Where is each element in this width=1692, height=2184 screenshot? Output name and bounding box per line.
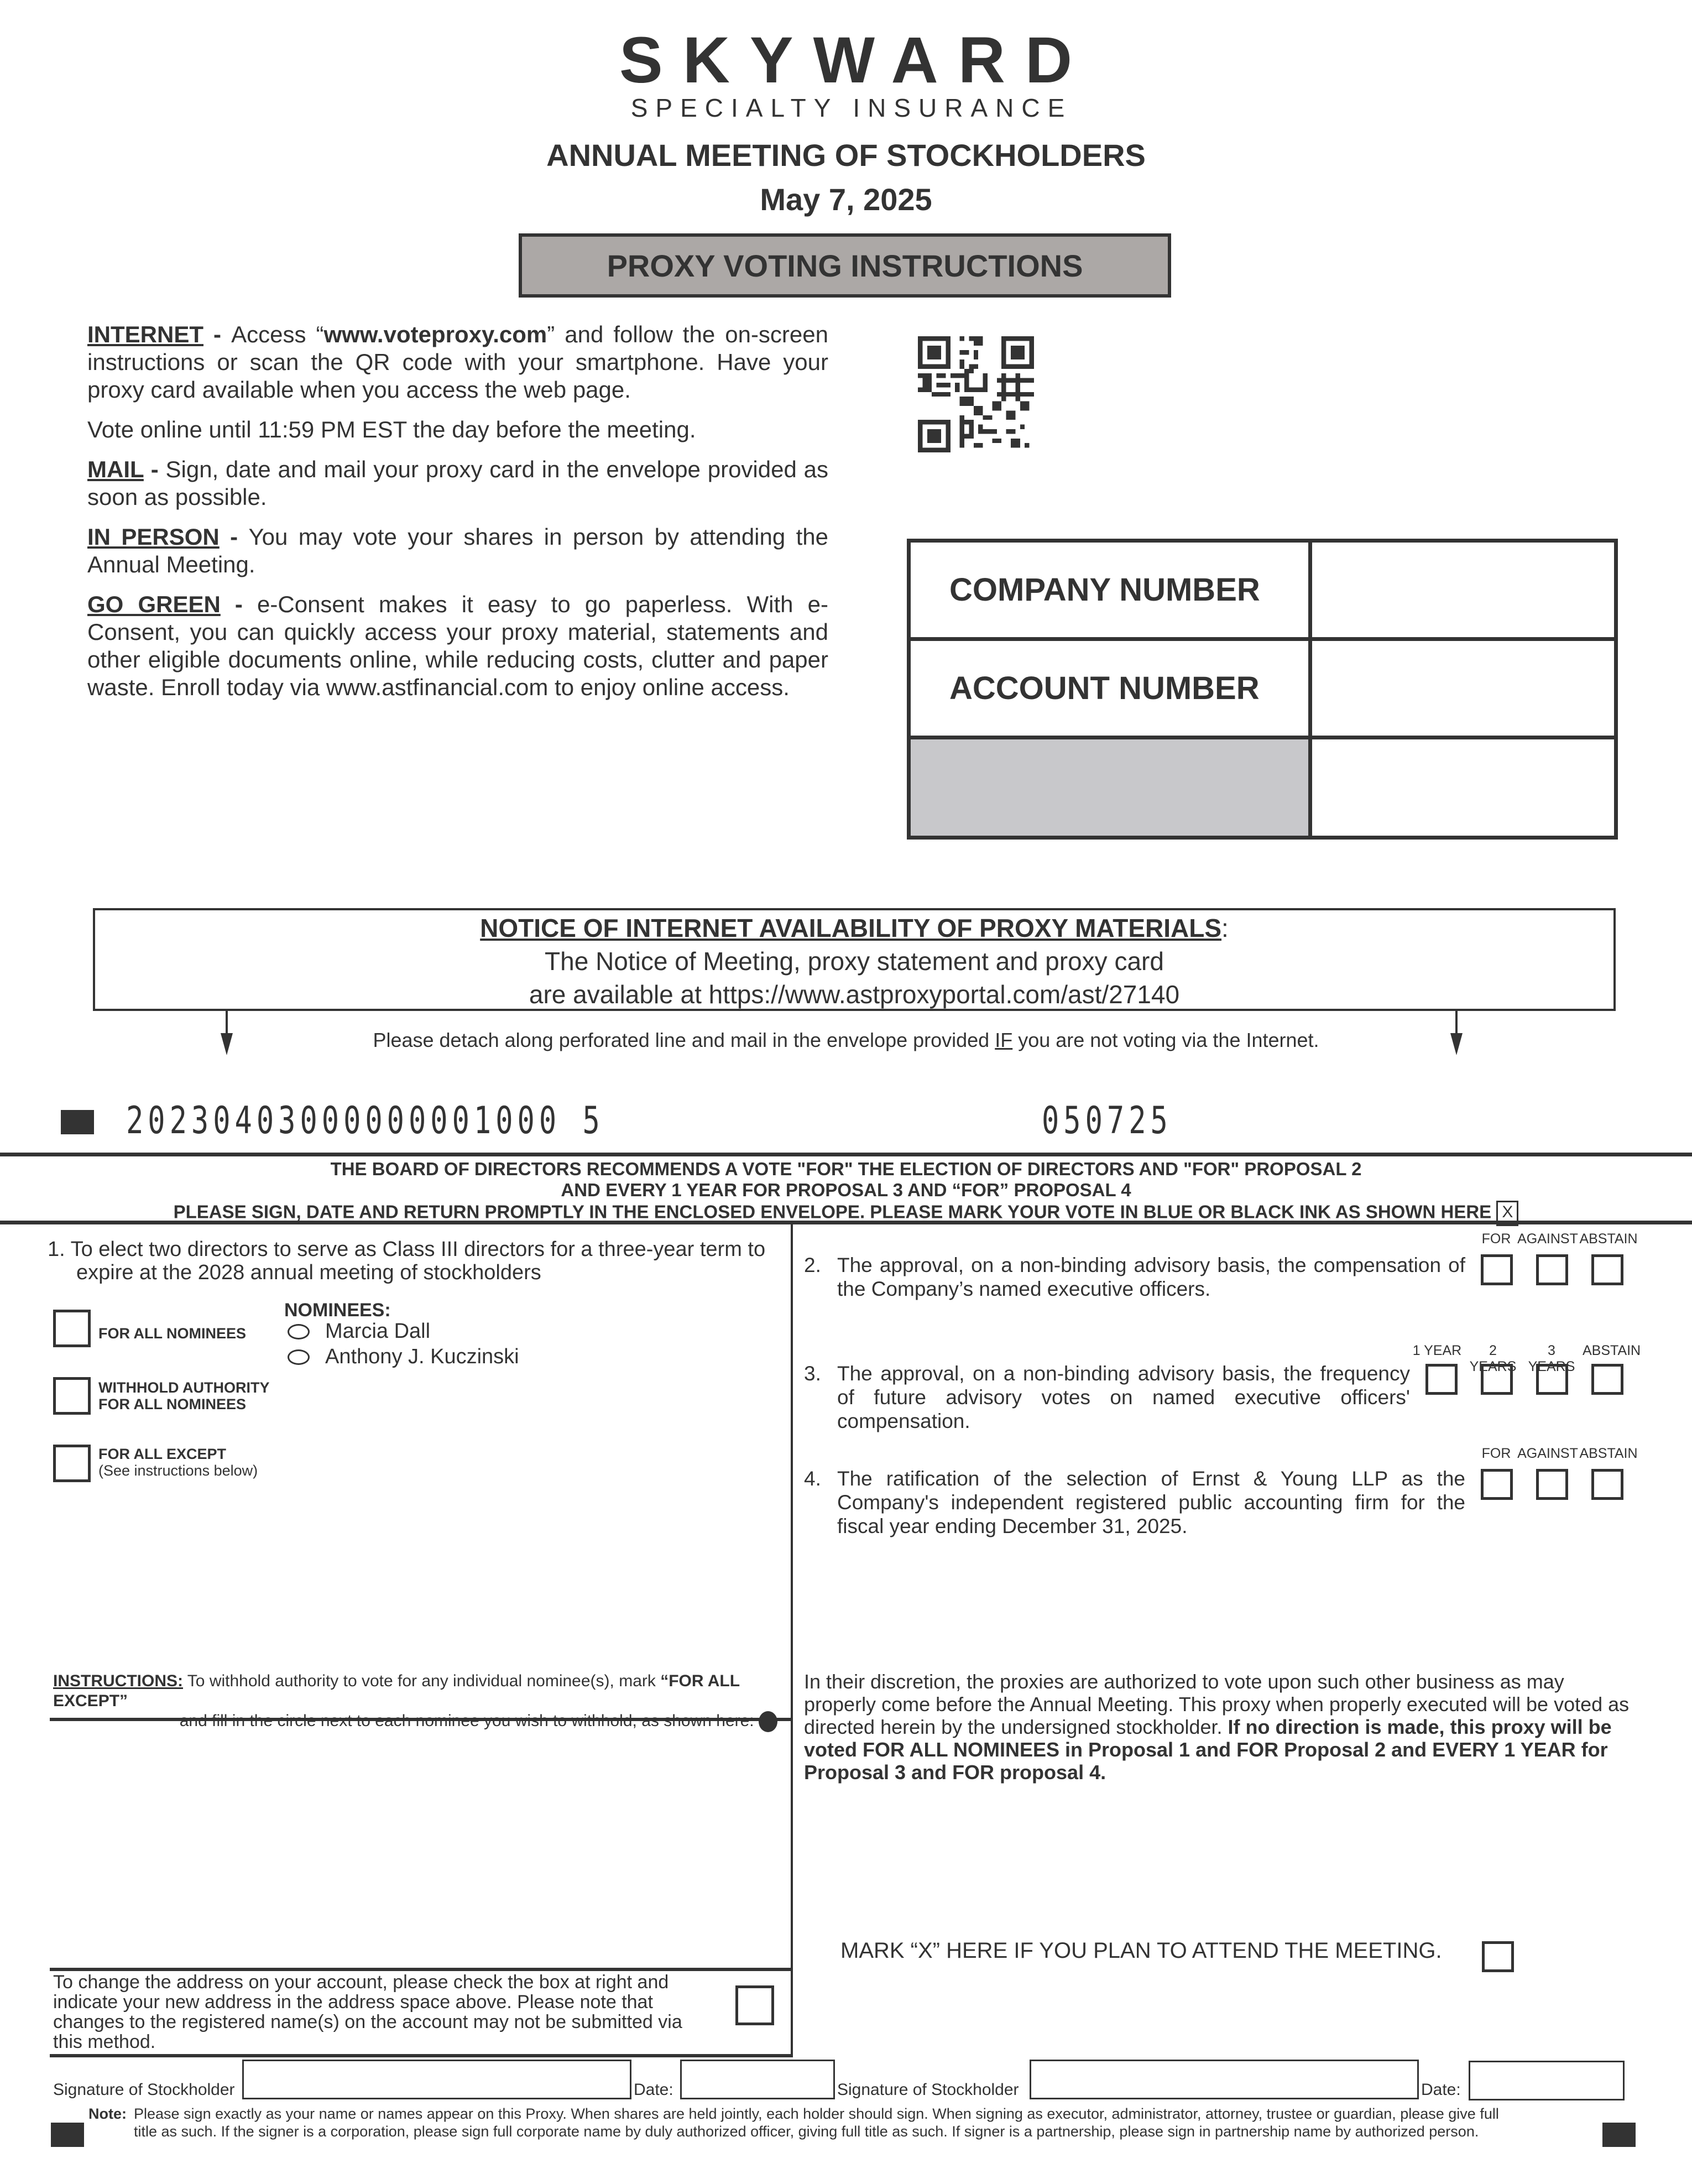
board-line2: AND EVERY 1 YEAR FOR PROPOSAL 3 AND “FOR” PROPOSAL 4 [561, 1180, 1131, 1200]
proposal-4 [804, 1467, 1465, 1538]
detach-pre: Please detach along perforated line and mail in the envelope provided [373, 1029, 995, 1051]
in-person-text: You may vote your shares in person by attending the Annual Meeting. [87, 524, 828, 577]
filled-circle-icon [759, 1711, 777, 1732]
address-bottom-divider [50, 2054, 793, 2057]
proposal-1-line1: 1. To elect two directors to serve as Class III directors for a three-year term to [48, 1238, 766, 1261]
account-number-value [1312, 641, 1614, 736]
instructions-bold: “FOR ALL EXCEPT” [53, 1672, 740, 1710]
instructions-divider [50, 1718, 791, 1721]
notice-line1: The Notice of Meeting, proxy statement and proxy card [545, 947, 1164, 976]
go-green-method [87, 591, 828, 701]
detach-emph: IF [995, 1029, 1013, 1051]
company-number-label: COMPANY NUMBER [911, 543, 1312, 637]
proposal-4-number: 4. [804, 1467, 821, 1490]
withhold-label-line2: FOR ALL NOMINEES [98, 1396, 247, 1412]
discretion-normal: In their discretion, the proxies are authorized to vote upon such other business as may properly come before the Annual Meeting. This proxy when properly executed will be voted as directed herein by the undersigned stockholder. [804, 1670, 1630, 1738]
in-person-heading: IN PERSON [87, 524, 220, 550]
note-line2: title as such. If the signer is a corporation, please sign full corporate name by duly authorized officer, giving full title as such. If signer is a partnership, please sign in partnership name by authorized person. [134, 2123, 1479, 2140]
date-label-1: Date: [634, 2081, 673, 2099]
col-for: FOR [1481, 1231, 1511, 1247]
third-value [1312, 739, 1614, 836]
nominee-name: Marcia Dall [325, 1320, 431, 1343]
for-all-except-checkbox[interactable] [53, 1445, 91, 1482]
mail-method [87, 456, 828, 511]
nominee-circle[interactable] [288, 1324, 310, 1339]
company-logo-subtitle: SPECIALTY INSURANCE [630, 93, 1073, 122]
proposal-3-number: 3. [804, 1362, 821, 1385]
proposal-3-1-year-checkbox[interactable] [1425, 1364, 1458, 1395]
internet-availability-notice [93, 908, 1616, 1011]
col-against: AGAINST [1517, 1231, 1578, 1247]
proposal-3-3-years-checkbox[interactable] [1536, 1364, 1568, 1395]
mail-heading: MAIL [87, 456, 144, 482]
qr-code-icon[interactable] [918, 336, 1034, 452]
address-change-text: To change the address on your account, please check the box at right and indicate your new address in the address space above. Please note that changes to the registered name(s) on the account may not be submitted via this method. [53, 1972, 682, 2052]
notice-colon: : [1221, 914, 1229, 942]
nominees-heading: NOMINEES: [284, 1300, 391, 1321]
proxy-voting-instructions-heading [519, 233, 1171, 298]
note-label: Note: [88, 2105, 127, 2122]
address-divider [50, 1968, 791, 1971]
go-green-text: e-Consent makes it easy to go paperless. With e-Consent, you can quickly access your proxy material, statements and other eligible documents online, while reducing costs, clutter and paper waste. Enroll today via www.astfinancial.com to enjoy online access. [87, 591, 828, 700]
col-1-year: 1 YEAR [1412, 1343, 1462, 1358]
sep: - [203, 321, 232, 347]
note-line1: Please sign exactly as your name or names appear on this Proxy. When shares are held jointly, each holder should sign. When signing as executor, administrator, attorney, trustee or guardian, please give full [134, 2105, 1499, 2122]
in-person-method [87, 523, 828, 578]
col-2-years: 2 YEARS [1469, 1343, 1517, 1374]
discretion-bold: If no direction is made, this proxy will be voted FOR ALL NOMINEES in Proposal 1 and FOR Proposal 2 and EVERY 1 YEAR for Proposal 3 and FOR proposal 4. [804, 1716, 1612, 1784]
proposal-1-line2: expire at the 2028 annual meeting of stockholders [76, 1261, 541, 1284]
col-3-years: 3 YEARS [1528, 1343, 1575, 1374]
shaded-cell [911, 739, 1312, 836]
scan-code-right: 050725 [1042, 1099, 1172, 1143]
internet-heading: INTERNET [87, 321, 203, 347]
address-change-checkbox[interactable] [735, 1985, 774, 2025]
internet-pre: Access “ [231, 321, 324, 347]
voting-methods [87, 321, 828, 713]
proposal-2 [804, 1253, 1465, 1301]
date-label-2: Date: [1421, 2081, 1461, 2099]
signature-field-2[interactable] [1030, 2060, 1419, 2099]
proposal-3 [804, 1362, 1410, 1433]
proposal-3-2-years-checkbox[interactable] [1481, 1364, 1513, 1395]
signing-note [88, 2105, 1592, 2140]
internet-post: ” and follow the on-screen instructions or scan the QR code with your smartphone. Have your proxy card available when you access the web page. [87, 321, 828, 403]
signature-label-2: Signature of Stockholder [837, 2081, 1019, 2099]
proposal-2-number: 2. [804, 1254, 821, 1276]
shaded-row [911, 739, 1614, 836]
column-divider [791, 1224, 793, 2056]
withhold-label-line1: WITHHOLD AUTHORITY [98, 1379, 270, 1396]
col-against: AGAINST [1517, 1446, 1578, 1461]
for-all-nominees-checkbox[interactable] [53, 1310, 91, 1347]
proposal-4-against-checkbox[interactable] [1536, 1469, 1568, 1500]
account-number-row [911, 641, 1614, 739]
date-field-1[interactable] [680, 2060, 835, 2099]
account-number-label: ACCOUNT NUMBER [911, 641, 1312, 736]
example-mark-box: X [1496, 1201, 1518, 1226]
proposal-3-abstain-checkbox[interactable] [1591, 1364, 1623, 1395]
account-info-table [907, 539, 1618, 840]
proposal-4-text: The ratification of the selection of Ernst & Young LLP as the Company's independent registered public accounting firm for the fiscal year ending December 31, 2025. [837, 1467, 1465, 1537]
col-abstain: ABSTAIN [1583, 1343, 1641, 1358]
withhold-authority-label [98, 1379, 269, 1412]
internet-deadline: Vote online until 11:59 PM EST the day before the meeting. [87, 416, 696, 442]
proposal-4-for-checkbox[interactable] [1481, 1469, 1513, 1500]
for-all-except-label [98, 1446, 258, 1479]
signature-label-1: Signature of Stockholder [53, 2081, 235, 2099]
nominee-item[interactable] [288, 1345, 519, 1369]
registration-mark [51, 2123, 84, 2147]
signature-field-1[interactable] [242, 2060, 631, 2099]
proposal-1-title [48, 1238, 783, 1284]
detach-instruction [221, 1029, 1471, 1052]
attend-meeting-label: MARK “X” HERE IF YOU PLAN TO ATTEND THE MEETING. [840, 1938, 1442, 1963]
voteproxy-link[interactable]: www.voteproxy.com [323, 321, 547, 347]
company-number-value [1312, 543, 1614, 637]
mail-text: Sign, date and mail your proxy card in the envelope provided as soon as possible. [87, 456, 828, 510]
notice-line2-link[interactable]: are available at https://www.astproxyportal.com/ast/27140 [529, 980, 1180, 1009]
nominee-name: Anthony J. Kuczinski [325, 1345, 519, 1368]
nominee-circle[interactable] [288, 1349, 310, 1365]
proposal-2-abstain-checkbox[interactable] [1591, 1254, 1623, 1285]
withhold-instructions [53, 1671, 783, 1732]
proposal-3-text: The approval, on a non-binding advisory basis, the frequency of future advisory votes on named executive officers' compensation. [837, 1362, 1410, 1432]
sep: - [220, 591, 258, 617]
sep: - [143, 456, 166, 482]
company-logo: SKYWARD [619, 24, 1093, 97]
proposal-2-for-checkbox[interactable] [1481, 1254, 1513, 1285]
attend-meeting-checkbox[interactable] [1482, 1941, 1514, 1972]
see-instructions-text: (See instructions below) [98, 1462, 258, 1479]
proposal-2-text: The approval, on a non-binding advisory basis, the compensation of the Company’s named executive officers. [837, 1254, 1465, 1300]
proposal-4-abstain-checkbox[interactable] [1591, 1469, 1623, 1500]
discretion-statement [804, 1670, 1633, 1784]
registration-mark [1602, 2123, 1636, 2147]
board-line3: PLEASE SIGN, DATE AND RETURN PROMPTLY IN THE ENCLOSED ENVELOPE. PLEASE MARK YOUR VOTE IN BLUE OR BLACK INK AS SHOWN HERE [173, 1201, 1492, 1222]
proposal-2-against-checkbox[interactable] [1536, 1254, 1568, 1285]
registration-mark [61, 1110, 94, 1134]
instructions-label: INSTRUCTIONS: [53, 1672, 183, 1690]
company-number-row [911, 543, 1614, 641]
for-all-except-text: FOR ALL EXCEPT [98, 1446, 227, 1462]
notice-heading: NOTICE OF INTERNET AVAILABILITY OF PROXY MATERIALS [480, 914, 1222, 942]
meeting-title: ANNUAL MEETING OF STOCKHOLDERS [546, 138, 1146, 173]
section-title: PROXY VOTING INSTRUCTIONS [607, 248, 1083, 283]
col-for: FOR [1481, 1446, 1511, 1461]
board-line1: THE BOARD OF DIRECTORS RECOMMENDS A VOTE "FOR" THE ELECTION OF DIRECTORS AND "FOR" PROPOSAL 2 [330, 1159, 1362, 1179]
nominee-item[interactable] [288, 1320, 430, 1343]
col-abstain: ABSTAIN [1579, 1231, 1638, 1247]
go-green-heading: GO GREEN [87, 591, 221, 617]
scan-code-left: 20230403000000001000 5 [126, 1099, 604, 1143]
withhold-authority-checkbox[interactable] [53, 1377, 91, 1415]
meeting-date: May 7, 2025 [760, 182, 932, 217]
instructions-line1: To withhold authority to vote for any individual nominee(s), mark [183, 1672, 661, 1690]
detach-post: you are not voting via the Internet. [1012, 1029, 1319, 1051]
board-recommendation [0, 1153, 1692, 1224]
date-field-2[interactable] [1469, 2061, 1625, 2100]
col-abstain: ABSTAIN [1579, 1446, 1638, 1461]
for-all-nominees-label: FOR ALL NOMINEES [98, 1325, 247, 1342]
sep: - [219, 524, 249, 550]
internet-method [87, 321, 828, 404]
